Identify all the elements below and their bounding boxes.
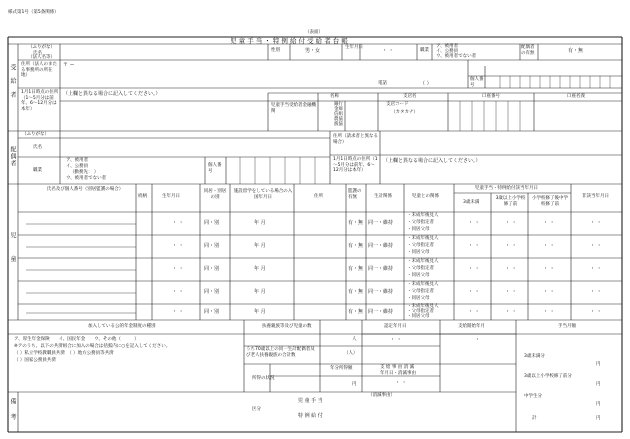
amount-total-label: 計 (532, 416, 537, 421)
child-rel-3[interactable]: ・同居父母 (407, 227, 430, 232)
page-title: 児 童 手 当 ・ 特 例 給 付 受 給 者 台 帳 (230, 37, 348, 45)
spouse-furigana-label: （ふりがな） (22, 132, 49, 137)
same-sep-header: 同居・別居の別 (203, 189, 227, 200)
livelihood-header: 生計関係 (374, 194, 392, 199)
amount-unit-3: 円 (596, 402, 601, 407)
address-label: 住所（法人のまたる事務所の所在地） (21, 62, 57, 78)
child-same-sep[interactable]: 同・別 (204, 220, 220, 226)
occupation-opt-c[interactable]: ウ、被用者でない者 (436, 54, 477, 59)
child-entry[interactable]: 年 月 (254, 309, 266, 315)
approval-value[interactable]: ・ ・ (390, 337, 402, 343)
child-same-sep[interactable]: 同・別 (204, 266, 220, 272)
occupation-opt-b[interactable]: イ、公務員 (436, 49, 459, 54)
child-d1[interactable]: ・ ・ (468, 309, 480, 315)
change-label: 支 給 事 由 消 滅 (380, 365, 415, 370)
spouse-occ-workplace[interactable]: （勤務先： ） (70, 170, 99, 175)
spouse-occ-opt-b[interactable]: イ、公務員 (66, 164, 89, 169)
child-d3[interactable]: ・ ・ (543, 266, 555, 272)
branch-header: 支店名 (403, 94, 417, 99)
child-d4[interactable]: ・ ・ (590, 266, 602, 272)
pension-note: ※アのうち、以下の共済組合に加入の場合は括弧内に○を記入してください。 (14, 344, 171, 349)
child-custody[interactable]: 有・無 (348, 309, 364, 315)
child-birth[interactable]: ・ ・ (172, 266, 184, 272)
child-rel-3[interactable]: ・同居父母 (407, 314, 430, 319)
remarks-label: 備 考 (9, 398, 16, 424)
kubun-special-benefit[interactable]: 特 例 給 付 (298, 413, 323, 419)
child-d3[interactable]: ・ ・ (543, 243, 555, 249)
form-number: 様式第1号（第5条関係） (8, 10, 59, 15)
child-relation-header: 児童との関係 (412, 194, 439, 199)
child-entry[interactable]: 年 月 (254, 266, 266, 272)
spouse-occupation-label: 職業 (33, 168, 42, 173)
child-d4[interactable]: ・ ・ (590, 243, 602, 249)
child-rel-1[interactable]: ・未成年後見人 (407, 236, 439, 241)
child-rel-2[interactable]: ・父母指定者 (407, 266, 434, 271)
income-year-label: 年分所得額 (330, 366, 353, 371)
child-same-sep[interactable]: 同・別 (204, 243, 220, 249)
eligible-header: 児童手当・特例給付該当年月日 (475, 186, 538, 191)
spouse-flag-label: 配偶者の有無 (521, 45, 535, 56)
child-rel-1[interactable]: ・未成年後見人 (407, 304, 439, 309)
payment-header: 支給開始年月 (458, 324, 485, 329)
child-name-header: 氏名及び個人番号（別居監護の場合） (46, 187, 124, 192)
entry-date-header: 施設留学をしている場合の入国年月日 (233, 189, 293, 200)
child-rel-1[interactable]: ・未成年後見人 (407, 259, 439, 264)
spouse-jan1-label: 1月1日時点の住所（1～5月分は前年、6～12月分は本年） (333, 157, 378, 173)
child-address-header: 住所 (314, 194, 323, 199)
child-livelihood[interactable]: 同一・維持 (368, 309, 394, 315)
kubun-label: 区分 (252, 407, 261, 412)
recipient-corp-label: （法人名等） (28, 55, 55, 60)
birth-value[interactable]: ・ ・ (382, 48, 394, 54)
child-rel-3[interactable]: ・同居父母 (407, 250, 430, 255)
child-entry[interactable]: 年 月 (254, 289, 266, 295)
child-livelihood[interactable]: 同一・維持 (368, 266, 394, 272)
spouse-section-label: 配偶者 (9, 146, 16, 167)
occupation-label: 職業 (420, 48, 429, 53)
support-subtitle: うち70歳以上の同一生計配偶者及び老人扶養親族の合計数 (246, 347, 315, 358)
child-entry[interactable]: 年 月 (254, 243, 266, 249)
child-d4[interactable]: ・ ・ (590, 309, 602, 315)
branch-code-label: 支店コード (386, 102, 409, 107)
pension-mutual-2[interactable]: （ ）国家公務員共済 (14, 358, 56, 363)
spouse-name-label: 氏名 (33, 145, 42, 150)
change-reason: （消滅事由） (368, 393, 395, 398)
bank-type-2[interactable]: 金庫 (334, 107, 343, 112)
child-livelihood[interactable]: 同一・維持 (368, 220, 394, 226)
child-d2[interactable]: ・ ・ (505, 266, 517, 272)
bank-type-3[interactable]: 信組 (334, 112, 343, 117)
income-unit: 円 (352, 382, 357, 387)
amount-third: 3歳以上小学校修了前分 (524, 374, 572, 379)
bank-type-1[interactable]: 銀行 (334, 102, 343, 107)
bank-type-4[interactable]: 農協 (334, 117, 343, 122)
child-d1[interactable]: ・ ・ (468, 220, 480, 226)
pension-options[interactable]: ア、厚生年金保険 イ、国民年金 ウ、その他（ ） (14, 337, 139, 342)
gender-label: 性別 (271, 48, 280, 53)
child-d3[interactable]: ・ ・ (543, 220, 555, 226)
child-custody[interactable]: 有・無 (348, 220, 364, 226)
under3-header: 3歳未満 (463, 200, 480, 205)
income-label: 所得の状況 (252, 376, 275, 381)
child-same-sep[interactable]: 同・別 (204, 289, 220, 295)
change-sub: 年月日・消滅事由 (380, 371, 416, 376)
child-d1[interactable]: ・ ・ (468, 266, 480, 272)
end-date-header: 非該当年月日 (582, 194, 609, 199)
approval-header: 認定年月日 (384, 324, 407, 329)
child-custody[interactable]: 有・無 (348, 266, 364, 272)
amount-middle: 中学生分 (524, 394, 542, 399)
child-birth[interactable]: ・ ・ (172, 243, 184, 249)
custody-header: 監護の有無 (348, 189, 362, 200)
recipient-section-label: 受 給 者 (9, 64, 16, 101)
spouse-occ-opt-c[interactable]: ウ、被用者でない者 (66, 176, 107, 181)
child-custody[interactable]: 有・無 (348, 243, 364, 249)
phone-label: 電話 (378, 81, 387, 86)
child-birth-header: 生年月日 (162, 194, 180, 199)
jan1-address-label: 1月1日時点の住所（1～5月分は前年、6～12月分は本年） (21, 90, 59, 112)
postal-mark[interactable]: 〒 ー (63, 62, 75, 68)
child-rel-3[interactable]: ・同居父母 (407, 273, 430, 278)
child-d2[interactable]: ・ ・ (505, 220, 517, 226)
child-rel-3[interactable]: ・同居父母 (407, 296, 430, 301)
child-rel-2[interactable]: ・父母指定者 (407, 289, 434, 294)
child-d1[interactable]: ・ ・ (468, 289, 480, 295)
phone-parens[interactable]: （ ） (420, 81, 432, 87)
amount-unit-1: 円 (596, 362, 601, 367)
birth-label: 生年月日 (345, 45, 363, 50)
change-value[interactable]: ・ ・ (395, 380, 407, 386)
holder-header: 口座名義 (567, 94, 585, 99)
spouse-occ-opt-a[interactable]: ア、被用者 (66, 158, 89, 163)
bank-name-header: 名称 (330, 94, 339, 99)
child-rel-2[interactable]: ・父母指定者 (407, 309, 434, 314)
child-rel-2[interactable]: ・父母指定者 (407, 243, 434, 248)
child-d1[interactable]: ・ ・ (468, 243, 480, 249)
child-custody[interactable]: 有・無 (348, 289, 364, 295)
amount-unit-4: 円 (596, 416, 601, 421)
child-rel-2[interactable]: ・父母指定者 (407, 220, 434, 225)
side-label: （表面） (305, 30, 323, 35)
child-birth[interactable]: ・ ・ (172, 220, 184, 226)
katakana-note: （カタカナ） (391, 110, 418, 115)
spouse-flag-value[interactable]: 有・無 (568, 48, 584, 54)
jan1-note: （上欄と異なる場合に記入してください。） (63, 91, 161, 97)
spouse-jan1-note: （上欄と異なる場合に記入してください。） (383, 158, 481, 164)
bank-type-5[interactable]: 漁協 (334, 122, 343, 127)
child-d2[interactable]: ・ ・ (505, 309, 517, 315)
amount-unit-2: 円 (596, 382, 601, 387)
recipient-furigana-label: （ふりがな） (28, 45, 55, 50)
spouse-personal-number-label: 個人番号 (208, 163, 222, 174)
pension-mutual-1[interactable]: （ ）私立学校教職員共済 （ ）地方公務員等共済 (14, 351, 114, 356)
third-header: 3歳以上小学校修了前 (495, 196, 526, 207)
child-d3[interactable]: ・ ・ (543, 289, 555, 295)
gender-value[interactable]: 男・女 (305, 48, 321, 54)
child-d2[interactable]: ・ ・ (505, 243, 517, 249)
support-unit-2: （人） (344, 351, 358, 356)
child-d2[interactable]: ・ ・ (505, 289, 517, 295)
payment-value[interactable]: ・ (475, 337, 481, 343)
kubun-child-allowance[interactable]: 児 童 手 当 (298, 398, 323, 404)
child-rel-1[interactable]: ・未成年後見人 (407, 282, 439, 287)
personal-number-label: 個人番号 (470, 77, 484, 88)
child-same-sep[interactable]: 同・別 (204, 309, 220, 315)
child-entry[interactable]: 年 月 (254, 220, 266, 226)
middle-header: 小学校修了後中学校修了前 (532, 196, 568, 207)
bank-label: 児童手当受給者金融機関 (271, 103, 316, 114)
occupation-opt-a[interactable]: ア、被用者 (436, 44, 459, 49)
relation-header: 続柄 (138, 194, 147, 199)
pension-header: 加入している公的年金制度の種別 (88, 324, 156, 329)
support-header: 扶養親族等及び児童の数 (262, 324, 312, 329)
recipient-name-label: 氏名 (33, 51, 42, 56)
monthly-header: 手当月額 (558, 324, 576, 329)
child-birth[interactable]: ・ ・ (172, 309, 184, 315)
account-header: 口座番号 (482, 94, 500, 99)
child-livelihood[interactable]: 同一・維持 (368, 243, 394, 249)
child-birth[interactable]: ・ ・ (172, 289, 184, 295)
child-d4[interactable]: ・ ・ (590, 220, 602, 226)
child-livelihood[interactable]: 同一・維持 (368, 289, 394, 295)
amount-under3: 3歳未満分 (524, 354, 545, 359)
spouse-address-label: 住所（請求者と異なる場合） (333, 134, 378, 145)
support-unit: 人 (352, 337, 357, 342)
child-rel-1[interactable]: ・未成年後見人 (407, 213, 439, 218)
children-section-label: 児 童 (9, 232, 16, 270)
child-d3[interactable]: ・ ・ (543, 309, 555, 315)
child-d4[interactable]: ・ ・ (590, 289, 602, 295)
